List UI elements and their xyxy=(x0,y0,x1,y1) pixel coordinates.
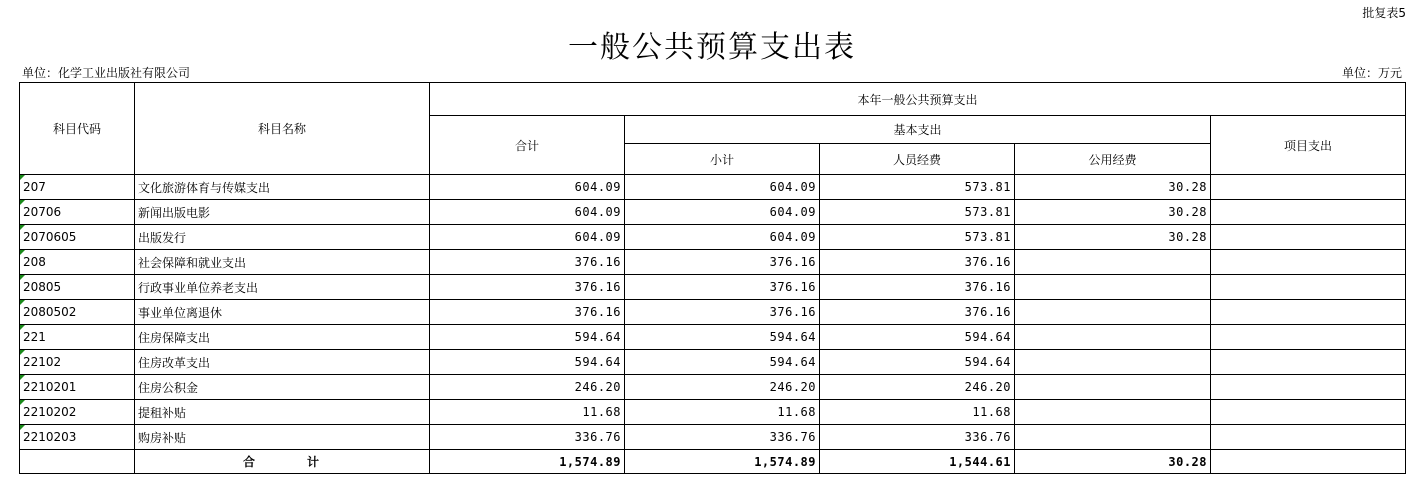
table-row xyxy=(20,200,1406,225)
subject-code: 2210202 xyxy=(23,405,77,419)
total-label xyxy=(135,450,430,474)
amount-personnel: 376.16 xyxy=(820,300,1015,325)
subject-code: 221 xyxy=(23,330,46,344)
amount-project xyxy=(1211,275,1406,300)
total-public: 30.28 xyxy=(1015,450,1211,474)
subject-name: 购房补贴 xyxy=(135,425,430,450)
amount-public: 30.28 xyxy=(1015,175,1211,200)
budget-table-body xyxy=(20,83,1406,474)
amount-total: 604.09 xyxy=(430,175,625,200)
amount-subtotal: 604.09 xyxy=(625,225,820,250)
amount-subtotal: 336.76 xyxy=(625,425,820,450)
amount-personnel: 573.81 xyxy=(820,200,1015,225)
amount-total: 604.09 xyxy=(430,200,625,225)
amount-total: 594.64 xyxy=(430,325,625,350)
total-row xyxy=(20,450,1406,474)
subject-name: 住房公积金 xyxy=(135,375,430,400)
subject-code: 207 xyxy=(23,180,46,194)
total-label-part-2: 计 xyxy=(307,455,322,469)
amount-total: 246.20 xyxy=(430,375,625,400)
subject-code: 2070605 xyxy=(23,230,77,244)
amount-public xyxy=(1015,250,1211,275)
subject-code: 20706 xyxy=(23,205,62,219)
subject-code-cell xyxy=(20,225,135,250)
table-row xyxy=(20,375,1406,400)
amount-public xyxy=(1015,400,1211,425)
subject-code-cell xyxy=(20,250,135,275)
cell-marker-icon xyxy=(20,200,25,205)
amount-project xyxy=(1211,375,1406,400)
amount-public: 30.28 xyxy=(1015,200,1211,225)
table-row xyxy=(20,250,1406,275)
cell-marker-icon xyxy=(20,300,25,305)
approval-form-label: 批复表5 xyxy=(1362,6,1406,20)
amount-personnel: 594.64 xyxy=(820,325,1015,350)
amount-total: 336.76 xyxy=(430,425,625,450)
subject-name: 社会保障和就业支出 xyxy=(135,250,430,275)
amount-project xyxy=(1211,400,1406,425)
subject-code-cell xyxy=(20,375,135,400)
total-project xyxy=(1211,450,1406,474)
header-annual: 本年一般公共预算支出 xyxy=(430,83,1406,116)
subject-code: 22102 xyxy=(23,355,62,369)
header-public: 公用经费 xyxy=(1015,144,1211,175)
amount-total: 11.68 xyxy=(430,400,625,425)
amount-project xyxy=(1211,175,1406,200)
amount-public xyxy=(1015,350,1211,375)
amount-personnel: 376.16 xyxy=(820,250,1015,275)
subject-code-cell xyxy=(20,350,135,375)
subject-code: 208 xyxy=(23,255,46,269)
table-row xyxy=(20,275,1406,300)
amount-personnel: 573.81 xyxy=(820,225,1015,250)
total-total: 1,574.89 xyxy=(430,450,625,474)
subject-code-cell xyxy=(20,425,135,450)
subject-name: 住房改革支出 xyxy=(135,350,430,375)
amount-subtotal: 11.68 xyxy=(625,400,820,425)
table-row xyxy=(20,175,1406,200)
page-title: 一般公共预算支出表 xyxy=(568,30,856,65)
header-name: 科目名称 xyxy=(135,83,430,175)
header-project: 项目支出 xyxy=(1211,116,1406,175)
subject-name: 行政事业单位养老支出 xyxy=(135,275,430,300)
amount-personnel: 11.68 xyxy=(820,400,1015,425)
amount-public: 30.28 xyxy=(1015,225,1211,250)
amount-subtotal: 376.16 xyxy=(625,300,820,325)
table-row xyxy=(20,425,1406,450)
subject-code-cell xyxy=(20,275,135,300)
budget-table xyxy=(19,82,1406,474)
amount-public xyxy=(1015,300,1211,325)
subject-code-cell xyxy=(20,325,135,350)
subject-name: 事业单位离退休 xyxy=(135,300,430,325)
amount-personnel: 246.20 xyxy=(820,375,1015,400)
header-total: 合计 xyxy=(430,116,625,175)
amount-total: 376.16 xyxy=(430,300,625,325)
amount-public xyxy=(1015,425,1211,450)
amount-subtotal: 594.64 xyxy=(625,350,820,375)
subject-code: 2210203 xyxy=(23,430,77,444)
subject-code-cell xyxy=(20,400,135,425)
amount-personnel: 376.16 xyxy=(820,275,1015,300)
table-row xyxy=(20,225,1406,250)
cell-marker-icon xyxy=(20,400,25,405)
subject-code-cell xyxy=(20,200,135,225)
cell-marker-icon xyxy=(20,250,25,255)
header-subtotal: 小计 xyxy=(625,144,820,175)
cell-marker-icon xyxy=(20,325,25,330)
amount-subtotal: 246.20 xyxy=(625,375,820,400)
header-row-1 xyxy=(20,83,1406,116)
amount-project xyxy=(1211,225,1406,250)
total-personnel: 1,544.61 xyxy=(820,450,1015,474)
amount-total: 594.64 xyxy=(430,350,625,375)
table-row xyxy=(20,350,1406,375)
amount-subtotal: 376.16 xyxy=(625,275,820,300)
amount-total: 604.09 xyxy=(430,225,625,250)
unit-currency: 单位：万元 xyxy=(1341,66,1402,80)
subject-code: 2080502 xyxy=(23,305,77,319)
table-row xyxy=(20,325,1406,350)
amount-total: 376.16 xyxy=(430,275,625,300)
amount-subtotal: 604.09 xyxy=(625,175,820,200)
amount-project xyxy=(1211,300,1406,325)
total-label-part-1: 合 xyxy=(242,455,257,469)
amount-public xyxy=(1015,275,1211,300)
cell-marker-icon xyxy=(20,275,25,280)
amount-project xyxy=(1211,425,1406,450)
header-personnel: 人员经费 xyxy=(820,144,1015,175)
cell-marker-icon xyxy=(20,375,25,380)
amount-project xyxy=(1211,350,1406,375)
subject-code: 20805 xyxy=(23,280,62,294)
amount-personnel: 573.81 xyxy=(820,175,1015,200)
cell-marker-icon xyxy=(20,225,25,230)
header-basic: 基本支出 xyxy=(625,116,1211,144)
amount-project xyxy=(1211,250,1406,275)
subject-code-cell xyxy=(20,300,135,325)
header-code: 科目代码 xyxy=(20,83,135,175)
cell-marker-icon xyxy=(20,425,25,430)
subject-name: 文化旅游体育与传媒支出 xyxy=(135,175,430,200)
subject-name: 住房保障支出 xyxy=(135,325,430,350)
table-row xyxy=(20,300,1406,325)
total-code-cell xyxy=(20,450,135,474)
amount-personnel: 594.64 xyxy=(820,350,1015,375)
cell-marker-icon xyxy=(20,350,25,355)
subject-code: 2210201 xyxy=(23,380,77,394)
subject-name: 新闻出版电影 xyxy=(135,200,430,225)
total-subtotal: 1,574.89 xyxy=(625,450,820,474)
amount-public xyxy=(1015,325,1211,350)
amount-project xyxy=(1211,325,1406,350)
amount-total: 376.16 xyxy=(430,250,625,275)
amount-subtotal: 594.64 xyxy=(625,325,820,350)
amount-subtotal: 376.16 xyxy=(625,250,820,275)
subject-name: 提租补贴 xyxy=(135,400,430,425)
amount-project xyxy=(1211,200,1406,225)
amount-subtotal: 604.09 xyxy=(625,200,820,225)
amount-public xyxy=(1015,375,1211,400)
subject-name: 出版发行 xyxy=(135,225,430,250)
cell-marker-icon xyxy=(20,175,25,180)
table-row xyxy=(20,400,1406,425)
subject-code-cell xyxy=(20,175,135,200)
unit-organization: 单位：化学工业出版社有限公司 xyxy=(22,66,191,80)
amount-personnel: 336.76 xyxy=(820,425,1015,450)
